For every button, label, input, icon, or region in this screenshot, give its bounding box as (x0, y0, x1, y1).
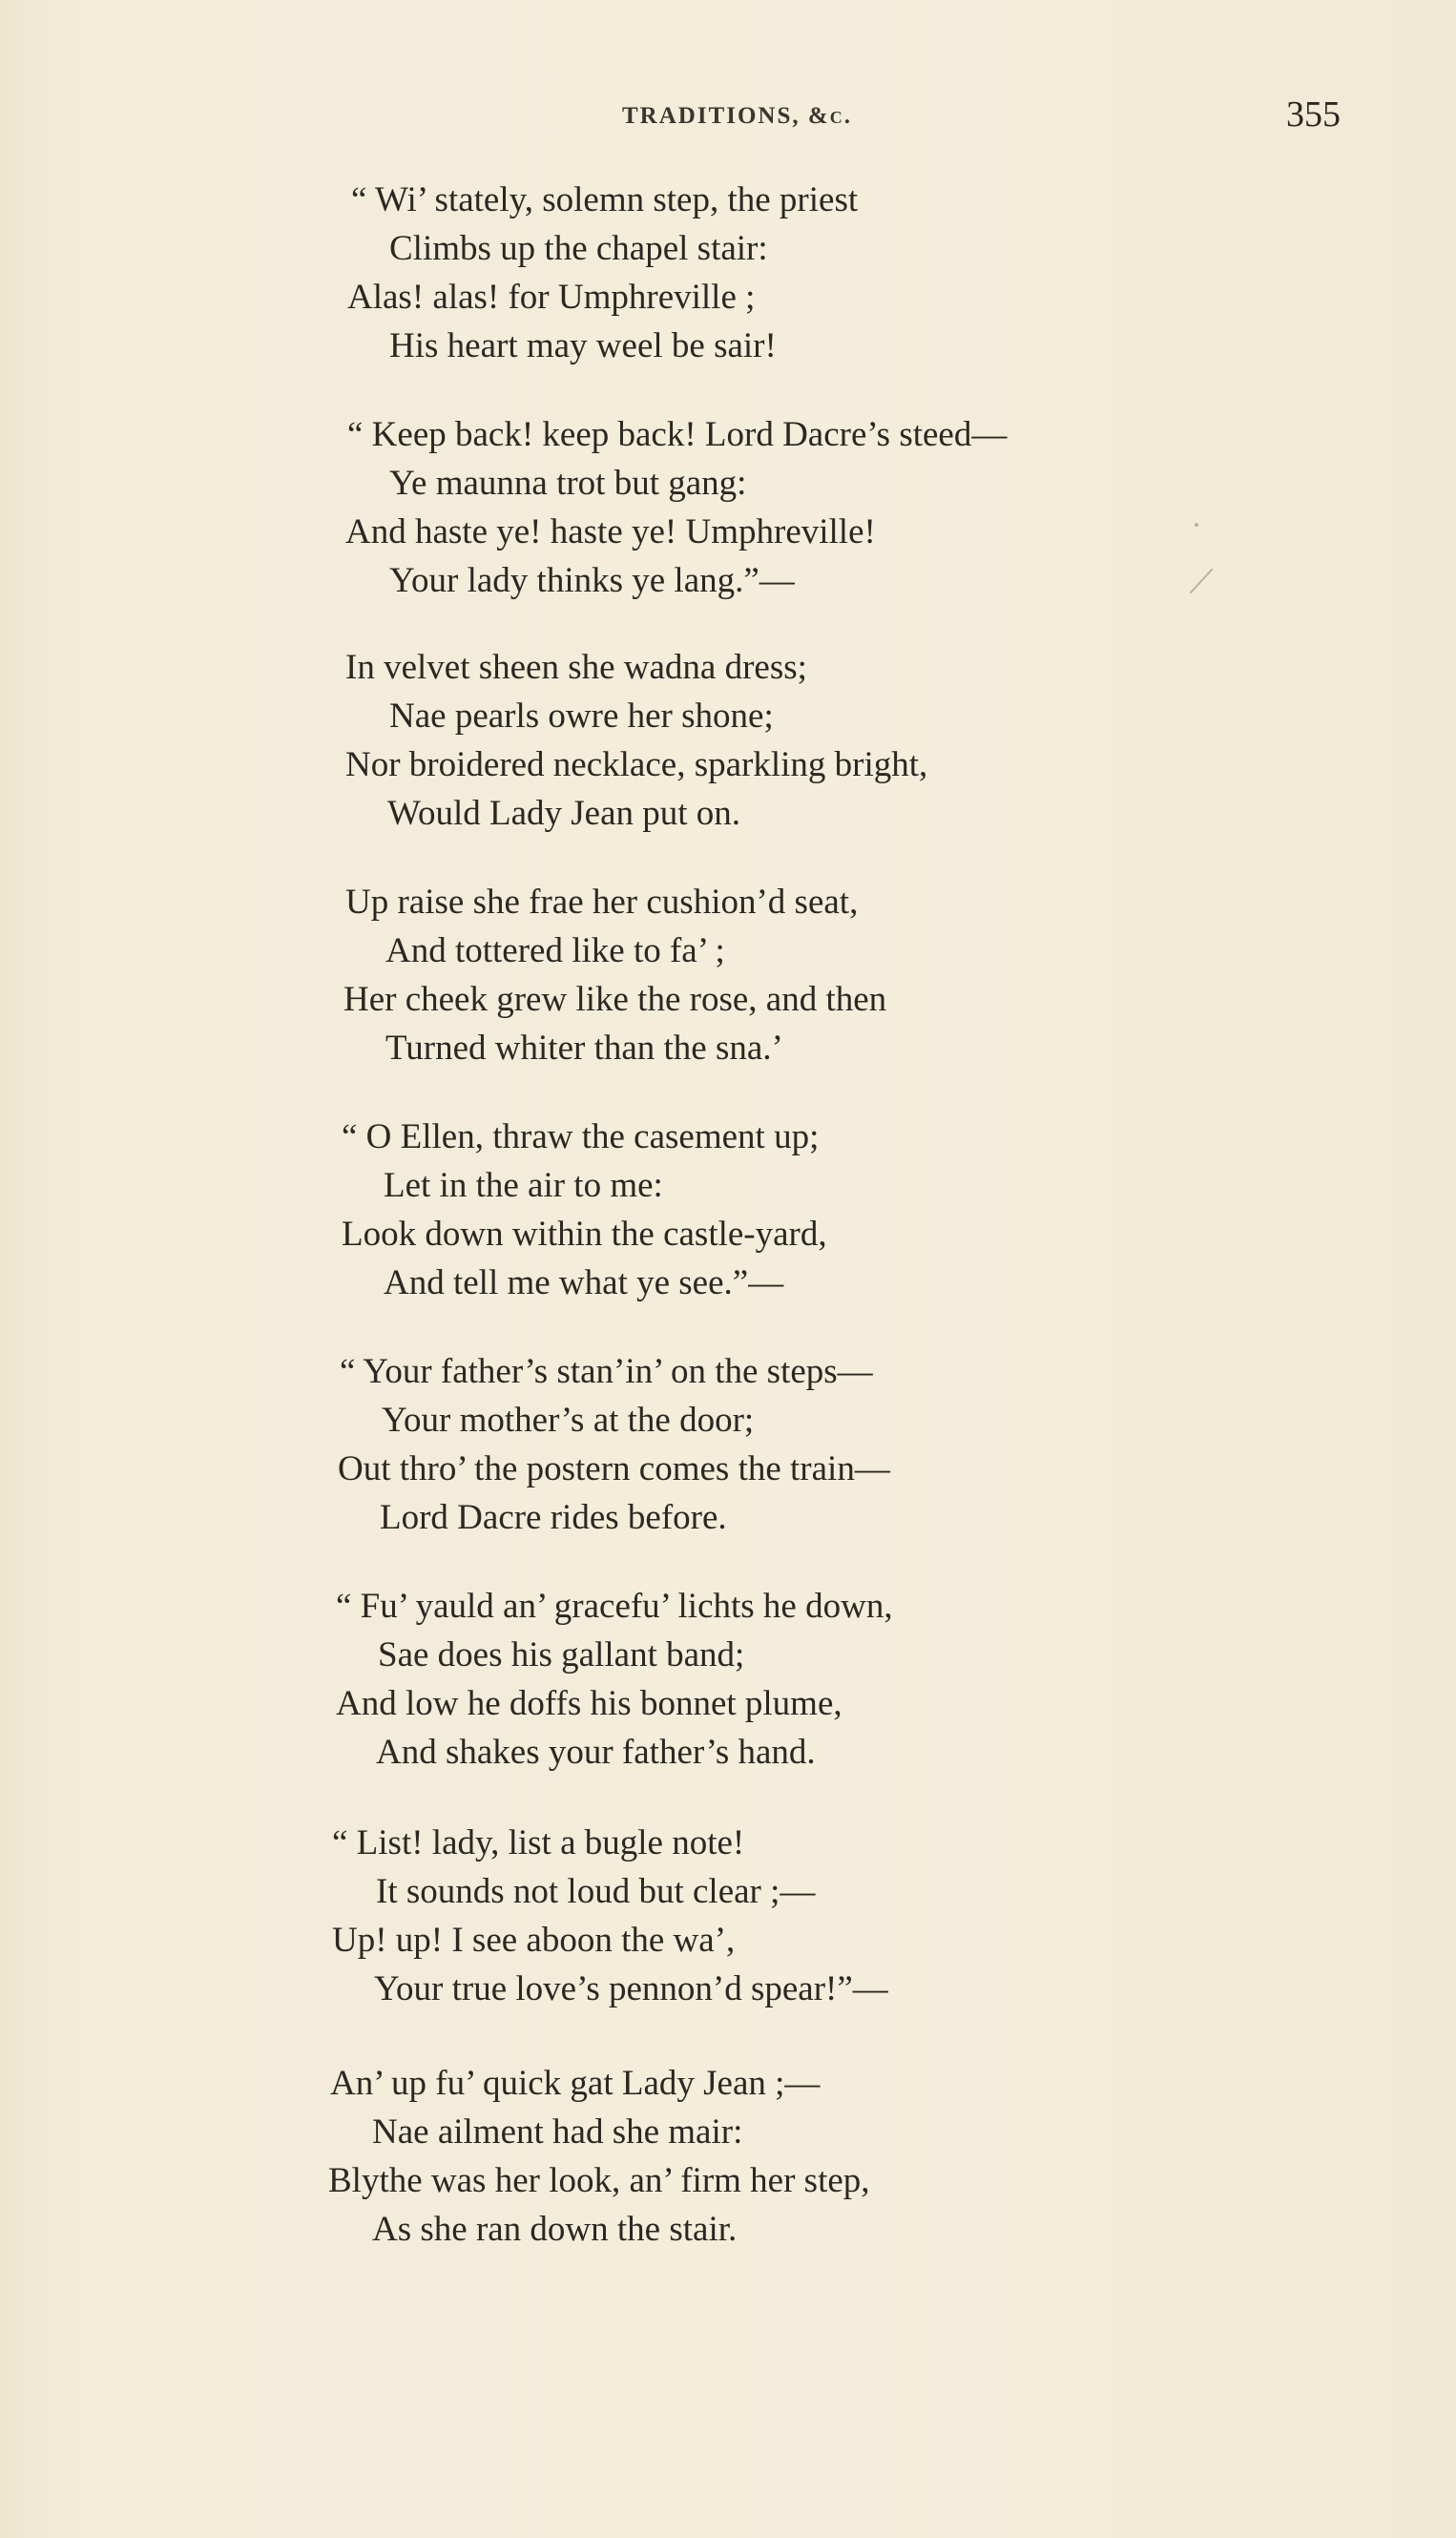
poem-line: As she ran down the stair. (372, 2210, 738, 2249)
poem-line: And tottered like to fa’ ; (385, 931, 725, 970)
poem-line: Look down within the castle-yard, (342, 1215, 827, 1254)
pencil-tick-mark (1189, 568, 1214, 596)
poem-line: Her cheek grew like the rose, and then (343, 980, 887, 1019)
poem-line: Turned whiter than the sna.’ (385, 1029, 783, 1068)
poem-line: Nae pearls owre her shone; (389, 697, 774, 736)
poem-line: “ Your father’s stan’in’ on the steps— (340, 1352, 873, 1391)
page-number: 355 (1286, 94, 1341, 135)
poem-line: Climbs up the chapel stair: (389, 229, 768, 268)
poem-line: Up! up! I see aboon the wa’, (332, 1921, 736, 1960)
poem-line: Your mother’s at the door; (382, 1401, 755, 1440)
poem-line: “ Fu’ yauld an’ gracefu’ lichts he down, (336, 1587, 893, 1626)
running-head-title: TRADITIONS, &c. (622, 103, 852, 129)
running-head (0, 94, 1456, 141)
margin-speck (1195, 523, 1198, 527)
poem-line: Let in the air to me: (384, 1166, 663, 1205)
poem-line: Would Lady Jean put on. (387, 794, 741, 833)
poem-line: Lord Dacre rides before. (380, 1498, 727, 1537)
poem-line: And haste ye! haste ye! Umphreville! (345, 512, 876, 551)
poem-line: “ Keep back! keep back! Lord Dacre’s steed— (347, 415, 1008, 454)
poem-line: And low he doffs his bonnet plume, (336, 1684, 842, 1723)
poem-line: An’ up fu’ quick gat Lady Jean ;— (330, 2064, 821, 2103)
poem-line: “ List! lady, list a bugle note! (332, 1823, 745, 1862)
poem-line: “ Wi’ stately, solemn step, the priest (351, 180, 859, 219)
poem-line: His heart may weel be sair! (389, 326, 777, 365)
poem-line: Alas! alas! for Umphreville ; (347, 278, 756, 317)
poem-line: Out thro’ the postern comes the train— (338, 1449, 890, 1488)
poem-line: It sounds not loud but clear ;— (376, 1872, 816, 1911)
poem-line: Sae does his gallant band; (378, 1635, 745, 1675)
poem-line: Up raise she frae her cushion’d seat, (345, 883, 859, 922)
poem-line: Nae ailment had she mair: (372, 2112, 743, 2152)
poem-line: Ye maunna trot but gang: (389, 464, 747, 503)
poem-line: And shakes your father’s hand. (376, 1733, 816, 1772)
poem-line: In velvet sheen she wadna dress; (345, 648, 807, 687)
poem-line: Nor broidered necklace, sparkling bright, (345, 745, 928, 784)
poem-line: “ O Ellen, thraw the casement up; (342, 1117, 820, 1156)
poem-line: Your lady thinks ye lang.”— (389, 561, 795, 600)
poem-line: Blythe was her look, an’ firm her step, (328, 2161, 870, 2200)
poem-line: Your true love’s pennon’d spear!”— (374, 1969, 888, 2008)
poem-line: And tell me what ye see.”— (384, 1263, 784, 1302)
